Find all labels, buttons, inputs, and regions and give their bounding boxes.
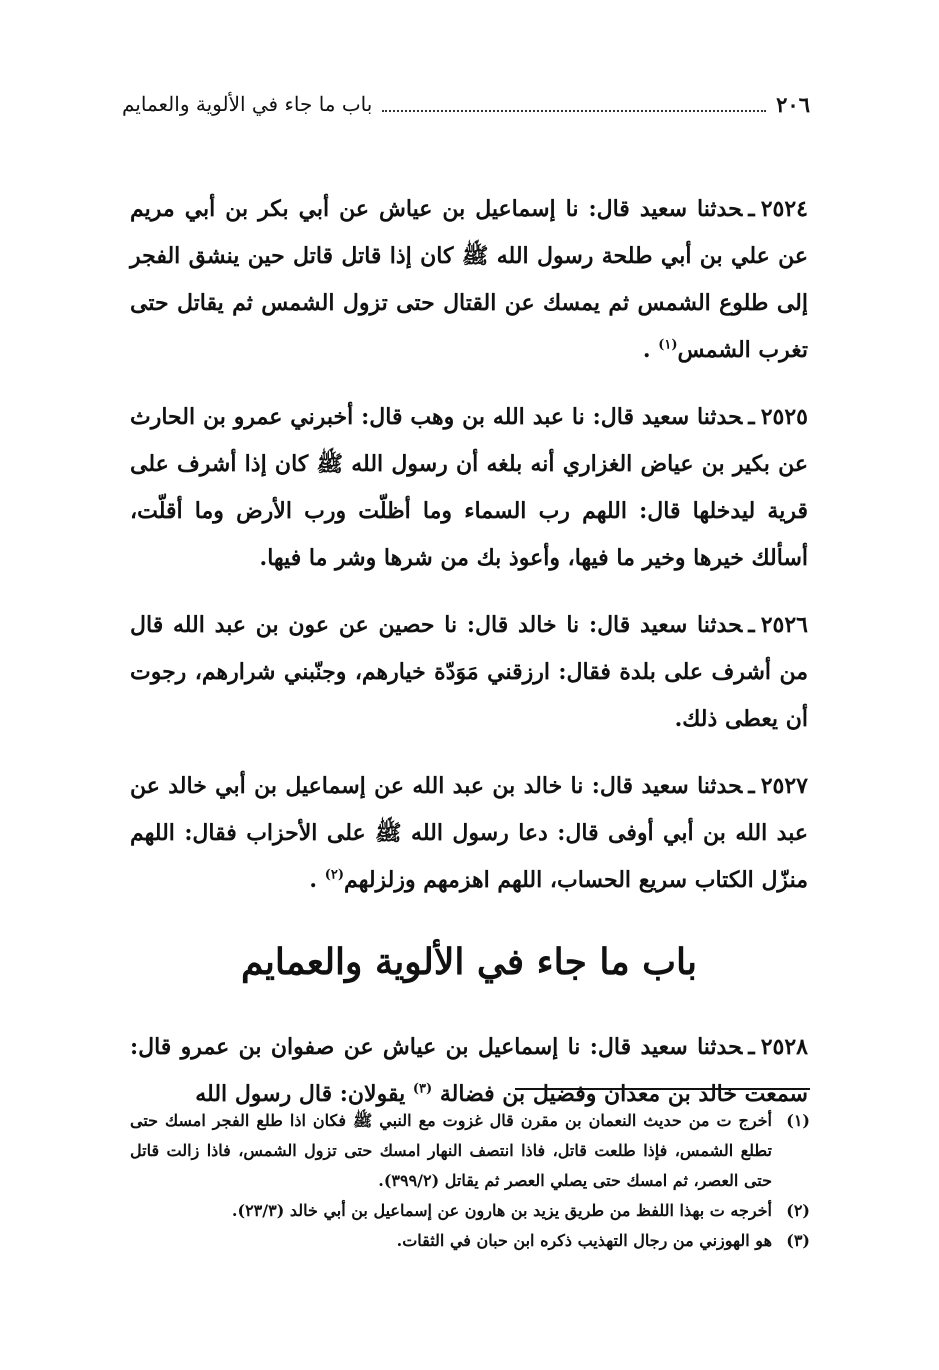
hadith-paragraph [130, 602, 808, 743]
running-header [122, 86, 810, 122]
footnote-number: (٣) [786, 1231, 810, 1250]
footnotes [130, 1106, 810, 1256]
hadith-text: حدثنا سعيد قال: نا خالد قال: نا حصين عن عون بن عبد الله قال من أشرف على بلدة فقال: ارزقني مَوَدّة خيارهم، وجنّبني شرارهم، رجوت أن يعطى ذلك. [130, 612, 808, 732]
page-number: ٢٠٦ [776, 91, 810, 117]
dash: ـ [748, 773, 755, 799]
header-dotted-leader [382, 96, 766, 112]
dash: ـ [748, 1034, 755, 1060]
main-text [130, 186, 808, 1138]
hadith-paragraph [130, 763, 808, 904]
hadith-ending: . [642, 337, 651, 363]
footnote [130, 1106, 810, 1196]
hadith-paragraph [130, 394, 808, 582]
footnote-ref: (١) [658, 337, 678, 353]
footnote-ref: (٣) [412, 1081, 433, 1097]
footnote-number: (١) [786, 1111, 810, 1130]
footnote-ref: (٢) [324, 867, 345, 883]
dash: ـ [748, 404, 755, 430]
hadith-text: حدثنا سعيد قال: نا عبد الله بن وهب قال: أخبرني عمرو بن الحارث عن بكير بن عياض الغزاري أنه بلغه أن رسول الله ﷺ كان إذا أشرف على قرية ليدخلها قال: اللهم رب السماء وما أظلّت ورب الأرض وما أقلّت، أسألك خيرها وخير ما فيها، وأعوذ بك من شرها وشر ما فيها. [130, 404, 808, 571]
section-heading: باب ما جاء في الألوية والعمايم [240, 941, 698, 983]
footnote [130, 1196, 810, 1226]
footnote-number: (٢) [786, 1201, 810, 1220]
footnote [130, 1226, 810, 1256]
footnote-text: هو الهوزني من رجال التهذيب ذكره ابن حبان في الثقات. [396, 1231, 772, 1250]
footnote-text: أخرجه ت بهذا اللفظ من طريق يزيد بن هارون عن إسماعيل بن أبي خالد (٢٣/٣). [231, 1201, 772, 1220]
hadith-text-continued: يقولان: قال رسول الله [195, 1081, 406, 1107]
running-title: باب ما جاء في الألوية والعمايم [122, 92, 373, 116]
hadith-number: ٢٥٢٧ [760, 773, 808, 799]
hadith-number: ٢٥٢٥ [760, 404, 808, 430]
hadith-text: حدثنا سعيد قال: نا إسماعيل بن عياش عن صفوان بن عمرو قال: سمعت خالد بن معدان وفضيل بن فضالة [130, 1034, 808, 1107]
hadith-paragraph [130, 186, 808, 374]
hadith-number: ٢٥٢٨ [760, 1034, 808, 1060]
hadith-number: ٢٥٢٤ [760, 196, 808, 222]
hadith-ending: . [309, 867, 318, 893]
hadith-text: حدثنا سعيد قال: نا إسماعيل بن عياش عن أبي بكر بن أبي مريم عن علي بن أبي طلحة رسول الله ﷺ كان إذا قاتل قاتل حين ينشق الفجر إلى طلوع الشمس ثم يمسك عن القتال حتى تزول الشمس ثم يقاتل حتى تغرب الشمس [130, 196, 808, 363]
hadith-paragraph [130, 1024, 808, 1118]
footnote-text: أخرج ت من حديث النعمان بن مقرن قال غزوت مع النبي ﷺ فكان اذا طلع الفجر امسك حتى تطلع الشمس، فإذا طلعت قاتل، فاذا انتصف النهار امسك حتى تزول الشمس، فاذا زالت قاتل حتى العصر، ثم امسك حتى يصلي العصر ثم يقاتل (٣٩٩/٢). [130, 1111, 772, 1190]
dash: ـ [748, 612, 755, 638]
hadith-text: حدثنا سعيد قال: نا خالد بن عبد الله عن إسماعيل بن أبي خالد عن عبد الله بن أبي أوفى قال: دعا رسول الله ﷺ على الأحزاب فقال: اللهم منزّل الكتاب سريع الحساب، اللهم اهزمهم وزلزلهم [130, 773, 808, 893]
dash: ـ [748, 196, 755, 222]
footnote-separator [515, 1088, 810, 1090]
hadith-number: ٢٥٢٦ [760, 612, 808, 638]
